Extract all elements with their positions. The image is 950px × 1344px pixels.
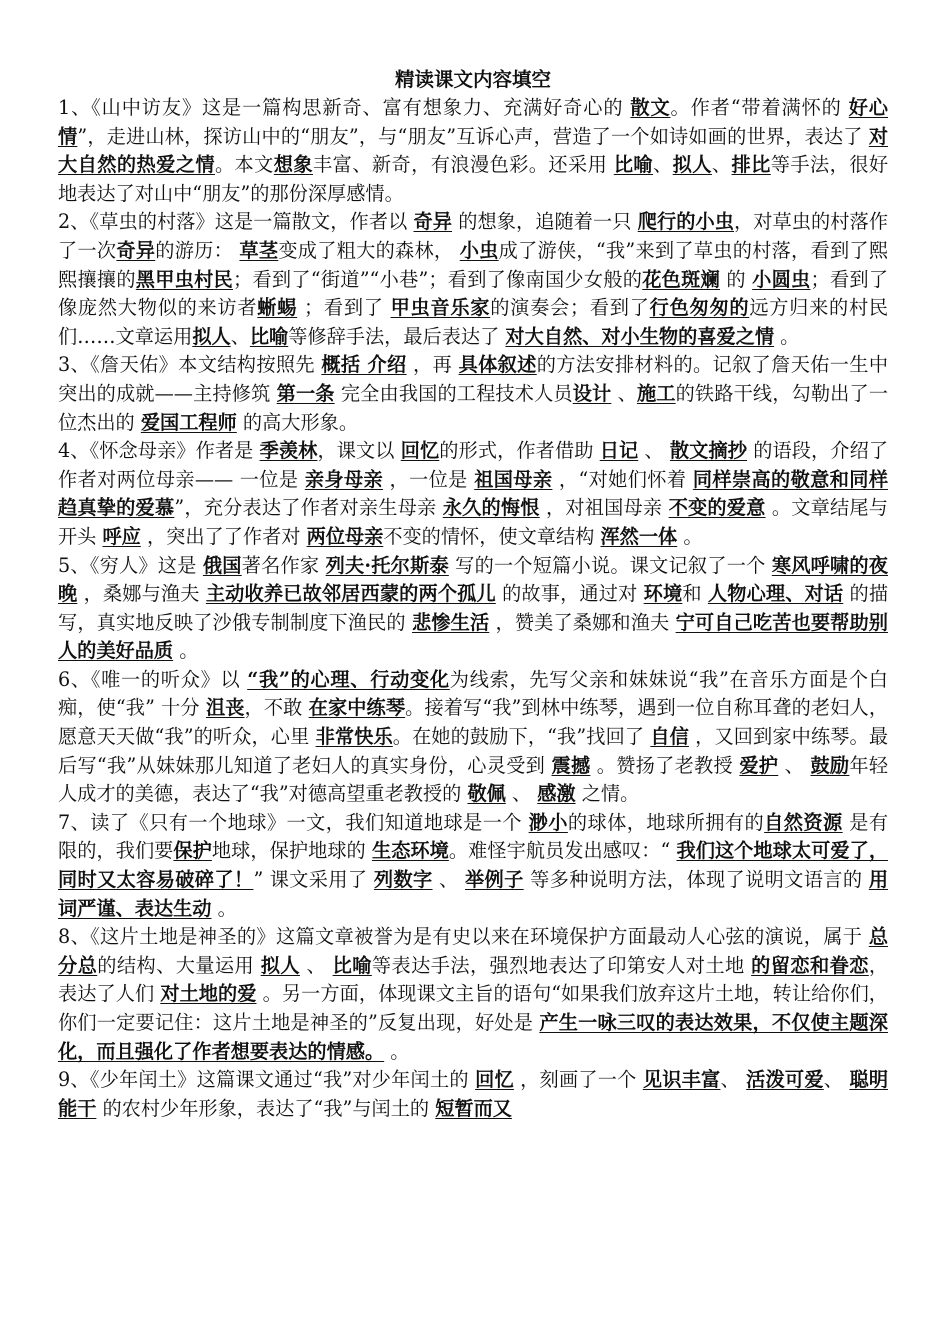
passage-text: ，再 [406, 353, 459, 377]
passage-text: 。在她的鼓励下，“我”找回了 [392, 725, 651, 749]
paragraph-item [58, 666, 888, 809]
answer-text: 渺小 [528, 810, 568, 834]
passage-text: 7、读了《只有一个地球》一文，我们知道地球是一个 [58, 810, 529, 834]
passage-text: 1、《山中访友》这是一篇构思新奇、富有想象力、充满好奇心的 [58, 96, 631, 119]
passage-text: 5、《穷人》这是 [58, 553, 203, 577]
fill-in-list [58, 94, 888, 1123]
page-title: 精读课文内容填空 [394, 68, 551, 91]
answer-text: 祖国母亲 [474, 467, 553, 491]
answer-text: 比喻 [613, 153, 654, 177]
answer-text: 回忆 [475, 1068, 514, 1092]
passage-text: 。 [677, 524, 703, 548]
passage-text: ，对草虫的村落作了一次 [58, 210, 889, 262]
passage-text: 等修辞手法，最后表达了 [288, 324, 506, 348]
passage-text: 、 [711, 153, 732, 177]
document-body [58, 66, 888, 1123]
answer-text: 奇异 [116, 238, 156, 262]
answer-text: 产生一咏三叹的表达效果，不仅使主题深化，而且强化了作者想要表达的情感。 [58, 1011, 888, 1063]
answer-text: 见识丰富 [642, 1068, 721, 1092]
answer-text: 短暂而又 [435, 1096, 512, 1120]
passage-text: 的演奏会；看到了 [490, 296, 650, 320]
answer-text: 想象 [273, 153, 314, 177]
answer-text: 比喻 [332, 953, 372, 977]
answer-text: 保护 [173, 839, 212, 863]
answer-text: 聪明能干 [58, 1068, 889, 1120]
answer-text: 列数字 [373, 868, 433, 892]
answer-text: 小虫 [459, 238, 499, 262]
passage-text: ；看到了“街道”“小巷”；看到了像南国少女般的 [233, 267, 643, 291]
answer-text: 两位母亲 [306, 524, 384, 548]
answer-text: 感激 [537, 782, 576, 806]
answer-text: 拟人 [192, 324, 231, 348]
passage-text: 3、《詹天佑》本文结构按照先 [58, 353, 322, 377]
passage-text: 的想象，追随着一只 [452, 210, 638, 234]
passage-text: 。 [211, 896, 237, 920]
answer-text: 爱国工程师 [140, 410, 237, 434]
paragraph-item [58, 809, 888, 923]
paragraph-item [58, 1066, 888, 1123]
passage-text: 。另一方面，体现课文主旨的语句“如果我们放弃这片土地，转让给你们，你们一定要记住：这片土地是神圣的”反复出现，好处是 [58, 982, 888, 1034]
answer-text: 爱护 [739, 753, 779, 777]
answer-text: 不变的爱意 [668, 496, 766, 520]
answer-text: 奇异 [413, 210, 453, 234]
answer-text: 概括 介绍 [321, 353, 407, 377]
answer-text: 举例子 [465, 868, 524, 892]
passage-text: 的结构、大量运用 [97, 953, 261, 977]
passage-text: ，一位是 [383, 467, 475, 491]
passage-text: ” 课文采用了 [253, 868, 374, 892]
answer-text: 列夫·托尔斯泰 [325, 553, 449, 577]
answer-text: 在家中练琴 [308, 696, 406, 720]
passage-text: 9、《少年闰土》这篇课文通过“我”对少年闰土的 [58, 1068, 476, 1092]
passage-text: 写的一个短篇小说。课文记叙了一个 [448, 553, 772, 577]
answer-text: 总分总 [58, 925, 888, 977]
answer-text: 对土地的爱 [160, 982, 257, 1006]
passage-text: 地球，保护地球的 [211, 839, 372, 863]
passage-text: 等多种说明方法，体现了说明文语言的 [523, 868, 869, 892]
passage-text: 的铁路干线，勾勒出了一位杰出的 [58, 381, 889, 434]
passage-text: 的球体，地球所拥有的 [567, 810, 765, 834]
answer-text: 寒风呼啸的夜晚 [58, 553, 888, 606]
passage-text: 的形式，作者借助 [439, 439, 600, 463]
answer-text: 悲惨生活 [411, 610, 490, 634]
answer-text: 人物心理、对话 [707, 582, 844, 606]
answer-text: 施工 [636, 381, 676, 405]
passage-text: ；看到了像庞然大物似的来访者 [58, 267, 889, 320]
passage-text: 不变的情怀，使文章结构 [383, 524, 601, 548]
answer-text: 用词严谨、表达生动 [58, 868, 889, 920]
passage-text: ，表达了人们 [58, 953, 888, 1006]
passage-text: 的游历： [155, 238, 240, 262]
answer-text: 活泼可爱 [746, 1068, 824, 1092]
answer-text: 俄国 [202, 553, 242, 577]
passage-text: ”，走进山林，探访山中的“朋友”，与“朋友”互诉心声，营造了一个如诗如画的世界，表达了 [77, 124, 869, 148]
passage-text: 、 [432, 868, 466, 892]
answer-text: 永久的悔恨 [442, 496, 540, 520]
passage-text: 成了游侠，“我”来到了草虫的村落，看到了熙熙攘攘的 [58, 238, 889, 291]
answer-text: 回忆 [400, 439, 440, 463]
passage-text: ，刻画了一个 [513, 1068, 643, 1092]
answer-text: 散文 [630, 96, 671, 119]
passage-text: 完全由我国的工程技术人员 [334, 381, 573, 405]
passage-text: 著名作家 [241, 553, 326, 577]
paragraph-item [58, 552, 888, 666]
answer-text: 对大自然的热爱之情 [58, 124, 888, 177]
answer-text: 具体叙述 [458, 353, 537, 377]
answer-text: 主动收养已故邻居西蒙的两个孤儿 [205, 582, 496, 606]
passage-text: ”，充分表达了作者对亲生母亲 [174, 496, 443, 520]
answer-text: 宁可自己吃苦也要帮助别人的美好品质 [58, 610, 888, 663]
passage-text: 的描写，真实地反映了沙俄专制制度下渔民的 [58, 582, 889, 634]
answer-text: 行色匆匆的 [649, 296, 750, 320]
passage-text: 8、《这片土地是神圣的》这篇文章被誉为是有史以来在环境保护方面最动人心弦的演说，属于 [58, 925, 869, 949]
passage-text: ，突出了了作者对 [140, 524, 307, 548]
paragraph-item [58, 351, 888, 437]
passage-text: 的故事，通过对 [495, 582, 644, 606]
paragraph-item [58, 208, 888, 351]
passage-text: ，“对她们怀着 [552, 467, 693, 491]
answer-text: 沮丧 [205, 696, 245, 720]
paragraph-item [58, 923, 888, 1066]
passage-text: 是有限的，我们要 [58, 810, 889, 863]
answer-text: 日记 [599, 439, 639, 463]
passage-text: ，又回到家中练琴。最后写“我”从妹妹那儿知道了老妇人的真实身份，心灵受到 [58, 725, 889, 777]
paragraph-item [58, 94, 888, 208]
passage-text: 变成了粗大的森林， [278, 238, 460, 262]
passage-text: 、 [823, 1068, 850, 1092]
answer-text: 亲身母亲 [304, 467, 384, 491]
passage-text: 、 [230, 324, 250, 348]
passage-text: 等手法，很好地表达了对山中“朋友”的那份深厚感情。 [58, 153, 889, 205]
answer-text: 敬佩 [467, 782, 506, 806]
answer-text: 对大自然、对小生物的喜爱之情 [505, 324, 775, 348]
passage-text: 。难怪宇航员发出感叹：“ [448, 839, 677, 863]
answer-text: 小圆虫 [752, 267, 811, 291]
passage-text: ，课文以 [317, 439, 401, 463]
passage-text: 等表达手法，强烈地表达了印第安人对土地 [371, 953, 752, 977]
passage-text: 、 [653, 153, 673, 177]
answer-text: “我”的心理、行动变化 [247, 667, 450, 691]
paragraph-item [58, 437, 888, 551]
answer-text: 散文摘抄 [669, 439, 748, 463]
passage-text: 4、《怀念母亲》作者是 [58, 439, 260, 463]
passage-text: 年轻人成才的美德，表达了“我”对德高望重老教授的 [58, 753, 889, 806]
answer-text: 环境 [643, 582, 683, 606]
answer-text: 呼应 [102, 524, 141, 548]
passage-text: 的方法安排材料的。记叙了詹天佑一生中突出的成就——主持修筑 [58, 353, 889, 405]
answer-text: 鼓励 [810, 753, 850, 777]
answer-text: 生态环境 [371, 839, 449, 863]
passage-text: 为线索，先写父亲和妹妹说“我”在音乐方面是个白痴，使“我” 十分 [58, 667, 888, 720]
passage-text: 、 [299, 953, 333, 977]
answer-text: 蜥蜴 [257, 296, 298, 320]
passage-text: ，赞美了桑娜和渔夫 [489, 610, 676, 634]
passage-text: 的高大形象。 [236, 410, 359, 434]
answer-text: 季羡林 [259, 439, 318, 463]
passage-text: ，对祖国母亲 [539, 496, 669, 520]
answer-text: 爬行的小虫 [637, 210, 735, 234]
passage-text: 。 [173, 639, 199, 663]
answer-text: 非常快乐 [315, 725, 393, 749]
answer-text: 草茎 [239, 238, 279, 262]
answer-text: 拟人 [260, 953, 300, 977]
passage-text: 。文章结尾与开头 [58, 496, 888, 548]
passage-text: 丰富、新奇，有浪漫色彩。还采用 [313, 153, 614, 177]
answer-text: 花色斑斓 [642, 267, 720, 291]
passage-text: 2、《草虫的村落》这是一篇散文，作者以 [58, 210, 414, 234]
passage-text: 、 [611, 381, 637, 405]
answer-text: 排比 [731, 153, 771, 177]
passage-text: 。 [384, 1039, 410, 1063]
passage-text: 、 [720, 1068, 747, 1092]
answer-text: 设计 [572, 381, 612, 405]
answer-text: 自信 [650, 725, 689, 749]
answer-text: 好心情 [58, 96, 888, 148]
passage-text: 远方归来的村民们……文章运用 [58, 296, 889, 348]
answer-text: 第一条 [276, 381, 335, 405]
passage-text: 。接着写“我”到林中练琴，遇到一位自称耳聋的老妇人，愿意天天做“我”的听众，心里 [58, 696, 889, 749]
answer-text: 黑甲虫村民 [135, 267, 234, 291]
passage-text: 和 [682, 582, 708, 606]
answer-text: 同样崇高的敬意和同样趋真挚的爱慕 [58, 467, 889, 520]
passage-text: 的农村少年形象，表达了“我”与闰土的 [96, 1096, 436, 1120]
passage-text: 的 [720, 267, 753, 291]
answer-text: 震撼 [551, 753, 591, 777]
answer-text: 浑然一体 [600, 524, 678, 548]
passage-text: 、 [505, 782, 538, 806]
passage-text: 的语段，介绍了作者对两位母亲—— 一位是 [58, 439, 889, 491]
passage-text: 6、《唯一的听众》以 [58, 667, 248, 691]
answer-text: 自然资源 [764, 810, 843, 834]
passage-text: ，不敢 [244, 696, 309, 720]
passage-text: 。作者“带着满怀的 [670, 96, 849, 119]
passage-text: 。赞扬了老教授 [590, 753, 740, 777]
answer-text: 甲虫音乐家 [390, 296, 491, 320]
passage-text: ；看到了 [297, 296, 391, 320]
passage-text: 。 [774, 324, 800, 348]
passage-text: 、 [638, 439, 670, 463]
passage-text: 、 [778, 753, 811, 777]
passage-text: 之情。 [575, 782, 640, 806]
answer-text: 拟人 [672, 153, 712, 177]
answer-text: 的留恋和眷恋 [751, 953, 869, 977]
answer-text: 比喻 [249, 324, 289, 348]
answer-text: 我们这个地球太可爱了，同时又太容易破碎了！ [58, 839, 889, 892]
passage-text: 。本文 [214, 153, 274, 177]
passage-text: ，桑娜与渔夫 [77, 582, 206, 606]
